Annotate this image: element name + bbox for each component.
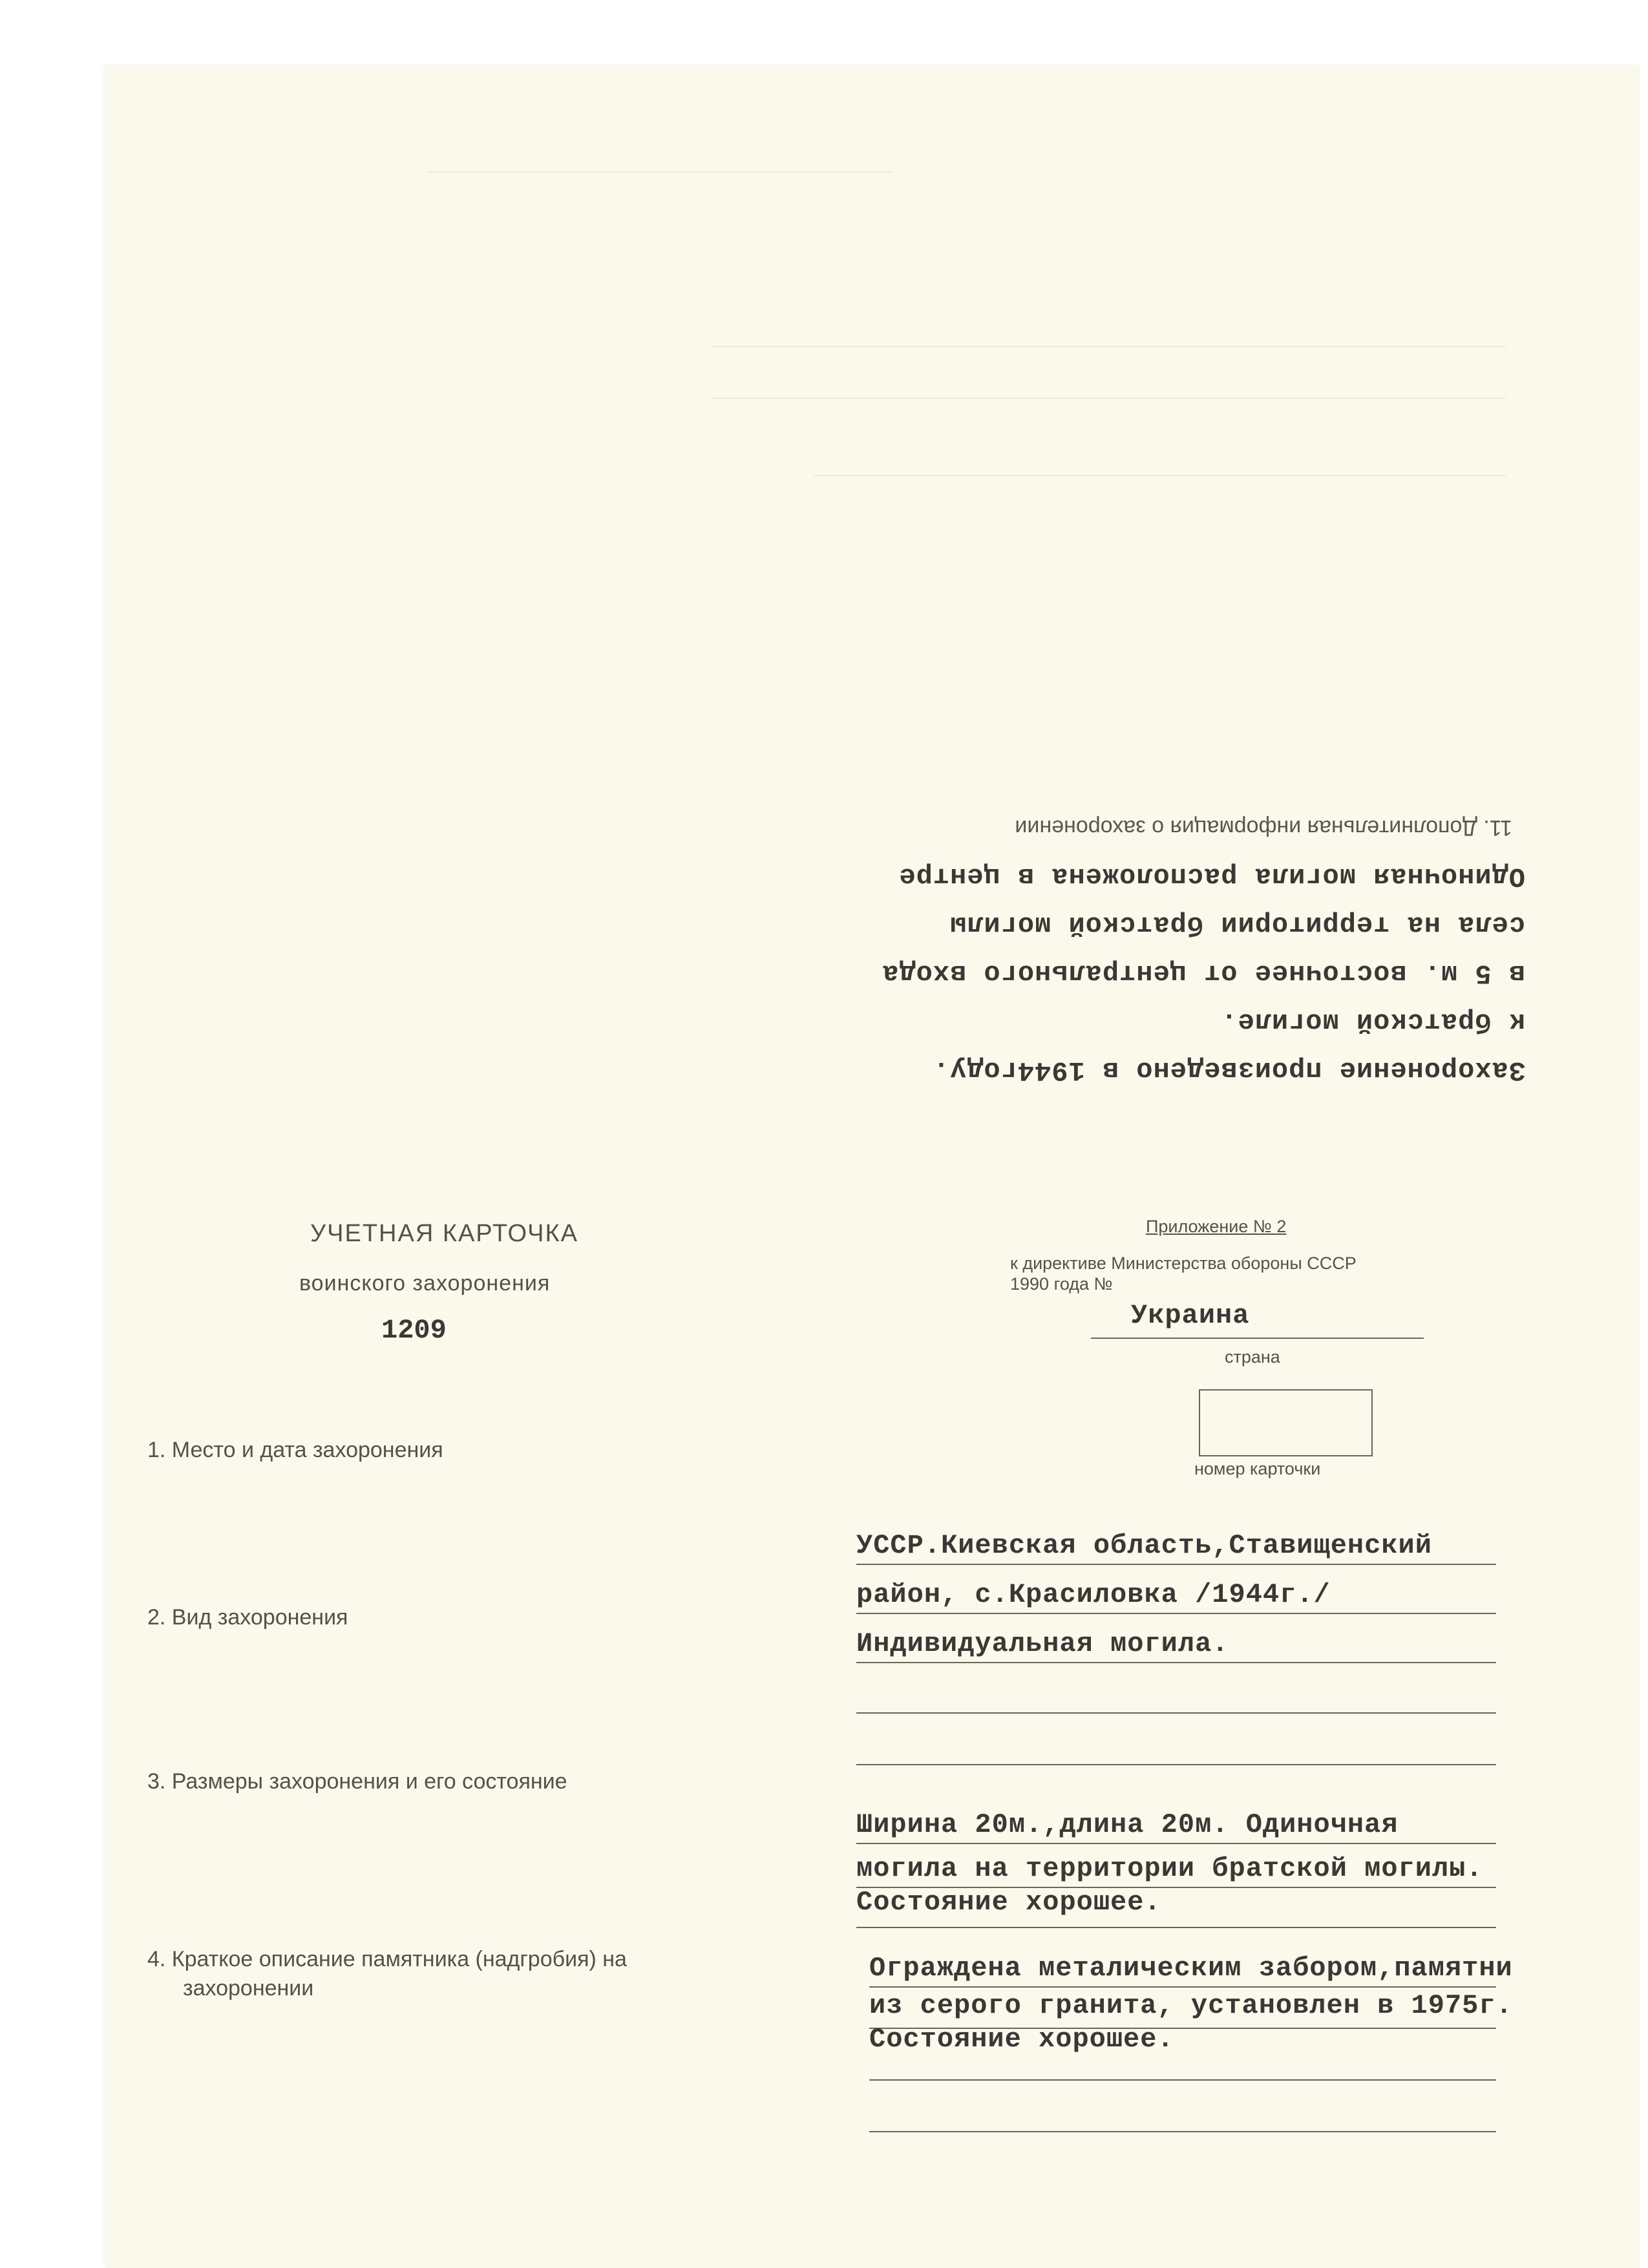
country-rule bbox=[1091, 1338, 1424, 1339]
field-4-value-line: Ограждена металическим забором,памятни bbox=[869, 1953, 1513, 1984]
reverse-side-bleedthrough bbox=[830, 801, 1525, 1086]
field-rule bbox=[869, 1986, 1496, 1988]
card-title: УЧЕТНАЯ КАРТОЧКА bbox=[310, 1220, 578, 1247]
field-3-value-line: Состояние хорошее. bbox=[856, 1887, 1161, 1918]
field-4-label-line-1: 4. Краткое описание памятника (надгробия) на bbox=[147, 1947, 627, 1971]
field-rule bbox=[869, 2079, 1496, 2081]
burial-number: 1209 bbox=[381, 1315, 447, 1346]
field-rule bbox=[856, 1613, 1496, 1614]
field-4-label-line-2: захоронении bbox=[183, 1976, 314, 2000]
directive-line-2: 1990 года № bbox=[1010, 1274, 1113, 1294]
field-1-value-line: район, с.Красиловка /1944г./ bbox=[856, 1579, 1331, 1610]
field-rule bbox=[869, 2131, 1496, 2132]
country-value: Украина bbox=[1131, 1300, 1250, 1331]
reverse-line: Одиночная могила расположена в центре bbox=[898, 861, 1525, 892]
country-caption: страна bbox=[1225, 1347, 1280, 1367]
reverse-line: села на территории братской могилы bbox=[949, 909, 1525, 940]
field-3-label: 3. Размеры захоронения и его состояние bbox=[147, 1769, 567, 1794]
field-rule bbox=[856, 1662, 1496, 1663]
field-4-value-line: Состояние хорошее. bbox=[869, 2024, 1174, 2055]
card-number-box bbox=[1199, 1389, 1373, 1456]
reverse-line: в 5 м. восточнее от центрального входа bbox=[882, 958, 1525, 989]
field-rule bbox=[856, 1843, 1496, 1844]
field-1-label: 1. Место и дата захоронения bbox=[147, 1438, 443, 1462]
field-3-value-line: Ширина 20м.,длина 20м. Одиночная bbox=[856, 1809, 1399, 1840]
reverse-line: к братской могиле. bbox=[1220, 1006, 1525, 1037]
field-2-label: 2. Вид захоронения bbox=[147, 1605, 348, 1630]
appendix-label: Приложение № 2 bbox=[1146, 1217, 1287, 1236]
reverse-heading: 11. Дополнительная информация о захоронении bbox=[1015, 815, 1512, 840]
field-rule bbox=[856, 1927, 1496, 1928]
field-3-value-line: могила на территории братской могилы. bbox=[856, 1853, 1483, 1884]
card-subtitle: воинского захоронения bbox=[299, 1271, 551, 1296]
field-rule bbox=[856, 1712, 1496, 1714]
ghost-rule bbox=[814, 475, 1506, 476]
field-1-value-line: УССР.Киевская область,Ставищенский bbox=[856, 1530, 1432, 1561]
ghost-rule bbox=[427, 171, 892, 173]
ghost-rule bbox=[711, 346, 1506, 347]
field-rule bbox=[856, 1564, 1496, 1565]
field-rule bbox=[856, 1764, 1496, 1765]
ghost-rule bbox=[711, 397, 1506, 399]
reverse-line: Захоронение произведено в 1944году. bbox=[932, 1055, 1525, 1086]
field-2-value-line: Индивидуальная могила. bbox=[856, 1628, 1229, 1659]
card-number-caption: номер карточки bbox=[1194, 1459, 1321, 1478]
directive-line-1: к директиве Министерства обороны СССР bbox=[1010, 1254, 1357, 1273]
field-4-value-line: из серого гранита, установлен в 1975г. bbox=[869, 1990, 1513, 2021]
